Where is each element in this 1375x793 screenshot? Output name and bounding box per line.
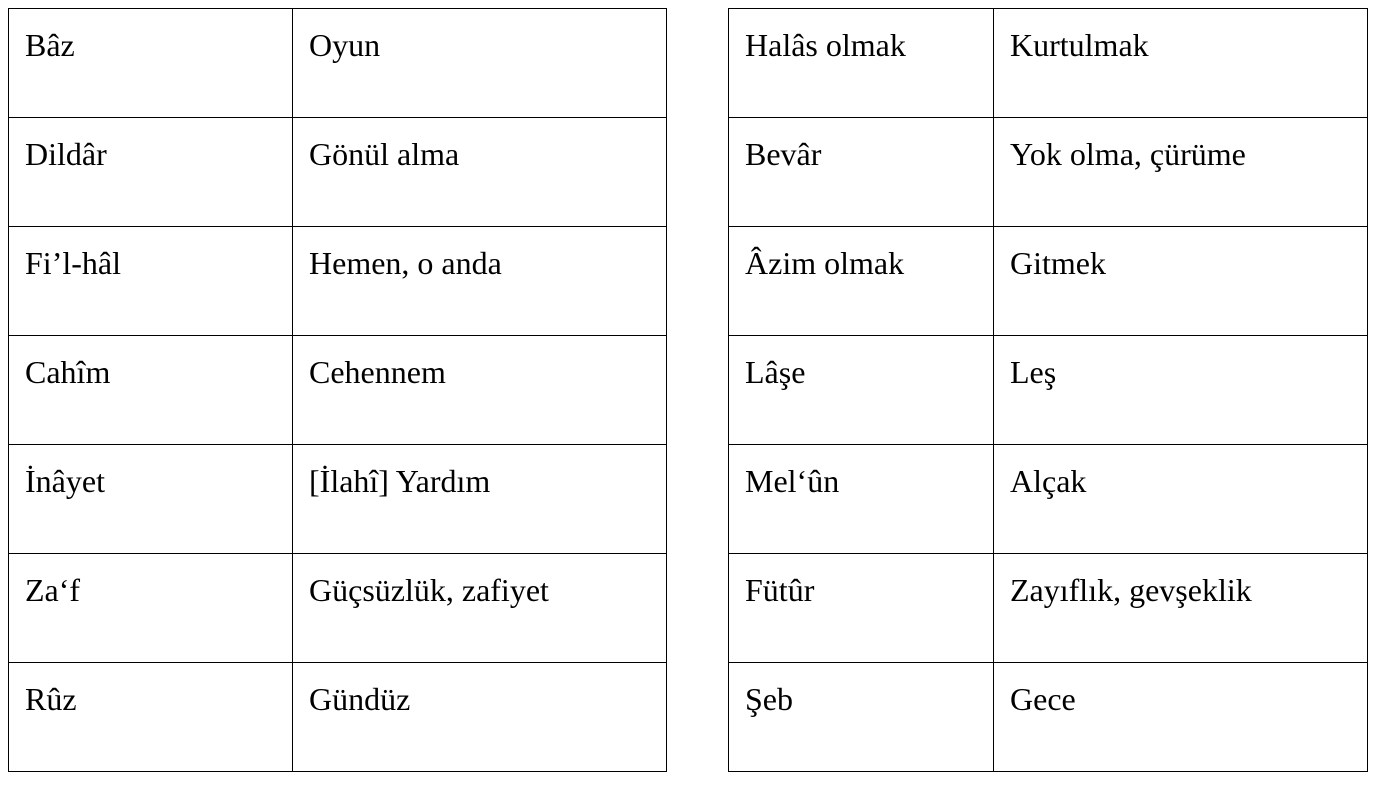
table-row	[9, 663, 667, 772]
meaning-cell: Cehennem	[293, 336, 667, 445]
table-row	[729, 9, 1368, 118]
term-cell: Za‘f	[9, 554, 293, 663]
table-row	[9, 9, 667, 118]
term-cell: Şeb	[729, 663, 994, 772]
meaning-cell: Hemen, o anda	[293, 227, 667, 336]
term-cell: Mel‘ûn	[729, 445, 994, 554]
meaning-cell: Leş	[994, 336, 1368, 445]
term-cell: Fütûr	[729, 554, 994, 663]
table-row	[729, 227, 1368, 336]
right-glossary-table	[728, 8, 1368, 772]
table-row	[9, 227, 667, 336]
table-row	[9, 554, 667, 663]
table-row	[729, 118, 1368, 227]
meaning-cell: Zayıflık, gevşeklik	[994, 554, 1368, 663]
term-cell: Halâs olmak	[729, 9, 994, 118]
left-glossary-table	[8, 8, 667, 772]
term-cell: Dildâr	[9, 118, 293, 227]
meaning-cell: Gönül alma	[293, 118, 667, 227]
meaning-cell: Oyun	[293, 9, 667, 118]
term-cell: İnâyet	[9, 445, 293, 554]
table-row	[729, 663, 1368, 772]
table-row	[9, 336, 667, 445]
meaning-cell: Alçak	[994, 445, 1368, 554]
table-row	[9, 118, 667, 227]
meaning-cell: Kurtulmak	[994, 9, 1368, 118]
term-cell: Fi’l-hâl	[9, 227, 293, 336]
table-row	[729, 554, 1368, 663]
table-row	[729, 336, 1368, 445]
term-cell: Lâşe	[729, 336, 994, 445]
table-row	[729, 445, 1368, 554]
meaning-cell: [İlahî] Yardım	[293, 445, 667, 554]
term-cell: Bâz	[9, 9, 293, 118]
term-cell: Rûz	[9, 663, 293, 772]
term-cell: Âzim olmak	[729, 227, 994, 336]
term-cell: Cahîm	[9, 336, 293, 445]
table-row	[9, 445, 667, 554]
meaning-cell: Yok olma, çürüme	[994, 118, 1368, 227]
term-cell: Bevâr	[729, 118, 994, 227]
meaning-cell: Gece	[994, 663, 1368, 772]
meaning-cell: Gitmek	[994, 227, 1368, 336]
meaning-cell: Gündüz	[293, 663, 667, 772]
meaning-cell: Güçsüzlük, zafiyet	[293, 554, 667, 663]
